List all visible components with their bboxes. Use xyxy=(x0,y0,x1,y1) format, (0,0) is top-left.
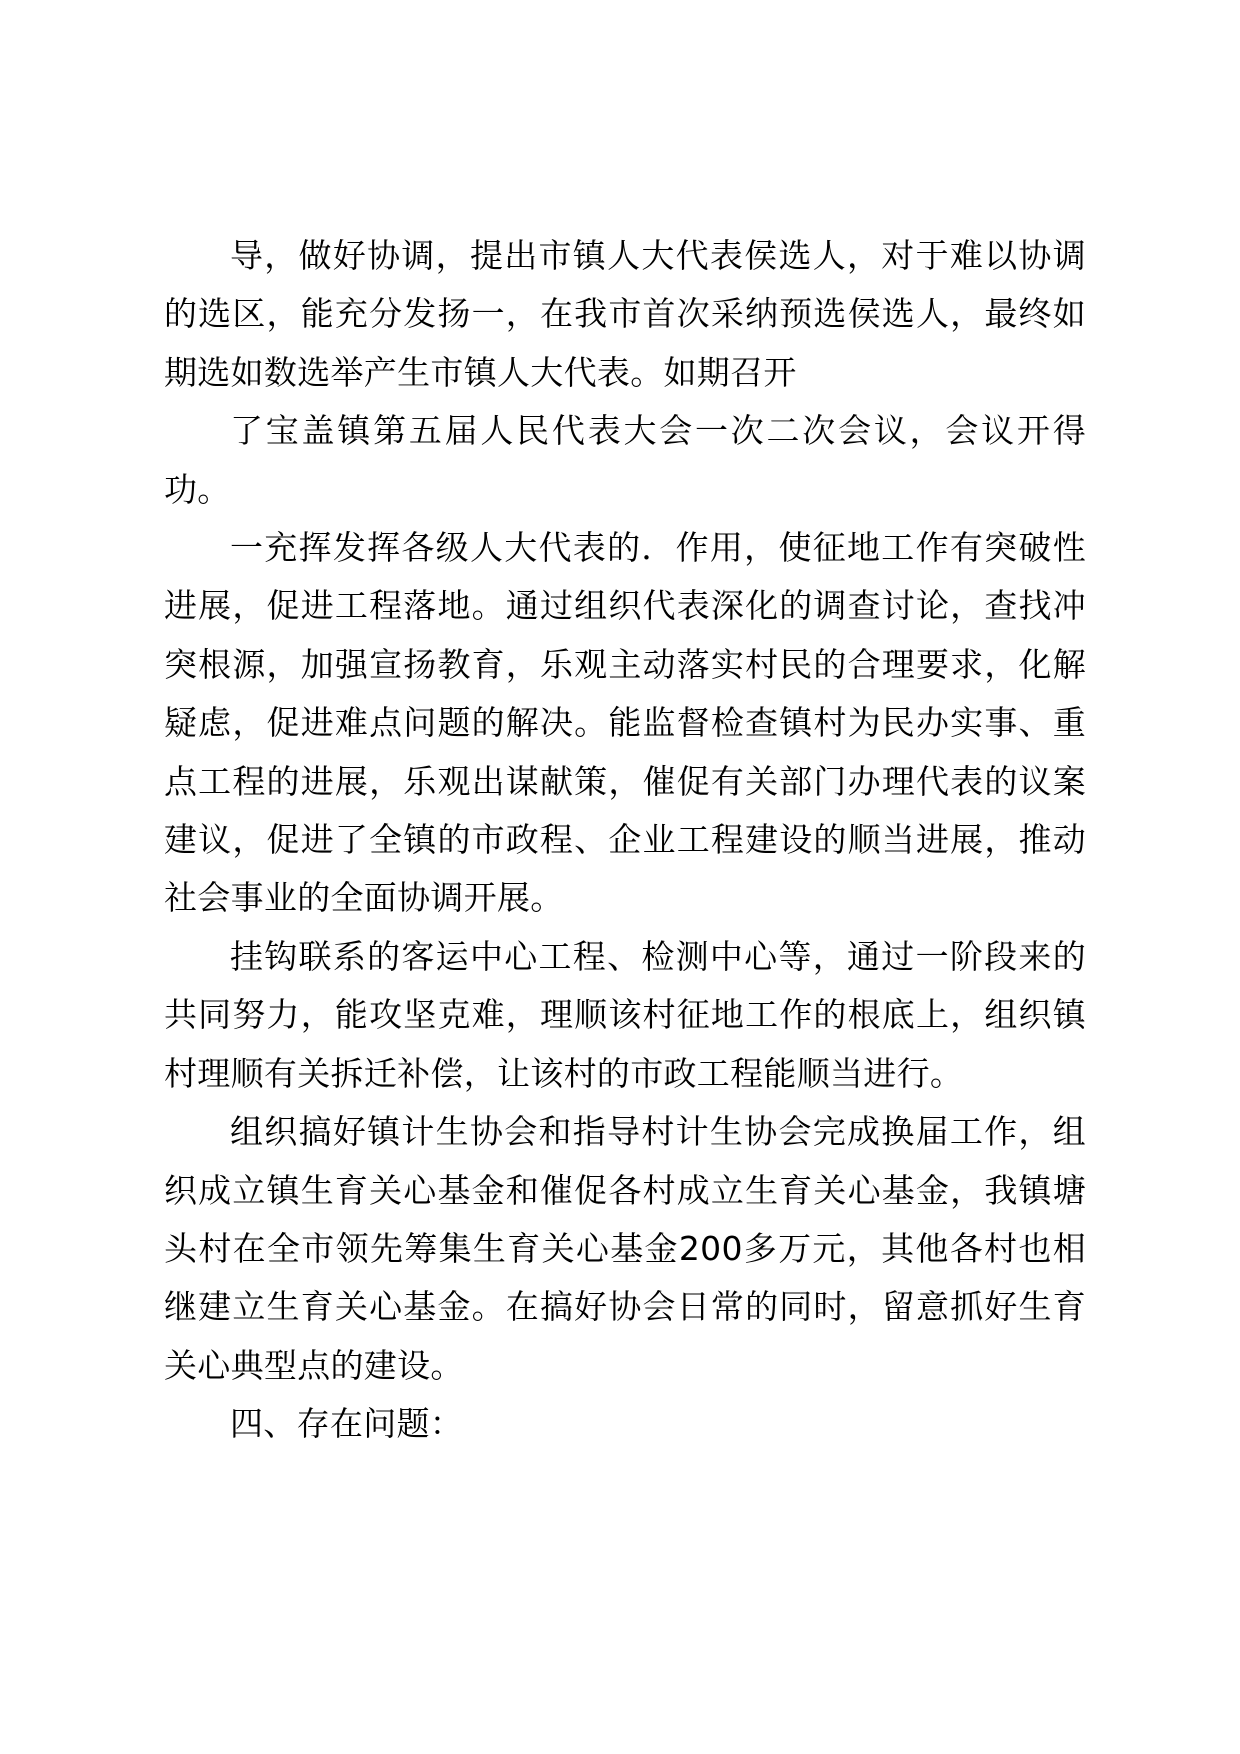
document-body xyxy=(164,227,1086,1454)
paragraph-family-planning-association: 组织搞好镇计生协会和指导村计生协会完成换届工作，组织成立镇生育关心基金和催促各村成立生育关心基金，我镇塘头村在全市领先筹集生育关心基金200多万元，其他各村也相继建立生育关心基金。在搞好协会日常的同时，留意抓好生育关心典型点的建设。 xyxy=(164,1112,1086,1385)
paragraph-liaison-projects: 挂钩联系的客运中心工程、检测中心等，通过一阶段来的共同努力，能攻坚克难，理顺该村征地工作的根底上，组织镇村理顺有关拆迁补偿，让该村的市政工程能顺当进行。 xyxy=(164,936,1086,1093)
section-heading-problems: 四、存在问题： xyxy=(230,1404,464,1444)
paragraph-congress-session: 了宝盖镇第五届人民代表大会一次二次会议，会议开得功。 xyxy=(164,411,1086,509)
paragraph-election-coordination: 导，做好协调，提出市镇人大代表侯选人，对于难以协调的选区，能充分发扬一，在我市首次采纳预选侯选人，最终如期选如数选举产生市镇人大代表。如期召开 xyxy=(164,236,1086,392)
paragraph-deputies-role: 一充挥发挥各级人大代表的．作用，使征地工作有突破性进展，促进工程落地。通过组织代表深化的调查讨论，查找冲突根源，加强宣扬教育，乐观主动落实村民的合理要求，化解疑虑，促进难点问题的解决。能监督检查镇村为民办实事、重点工程的进展，乐观出谋献策，催促有关部门办理代表的议案建议，促进了全镇的市政程、企业工程建设的顺当进展，推动社会事业的全面协调开展。 xyxy=(164,528,1086,918)
